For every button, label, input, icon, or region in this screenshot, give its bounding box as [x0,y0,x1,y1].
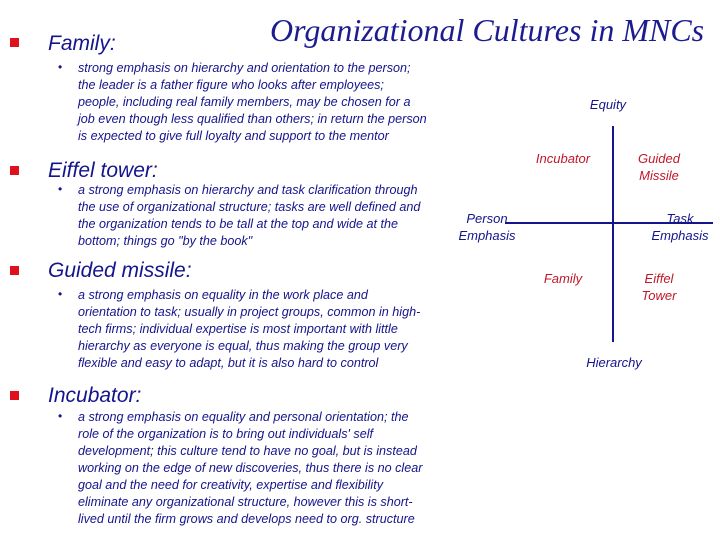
section-heading-family: Family: [48,32,116,55]
text-line: tech firms; individual expertise is most important with little [78,322,398,336]
text-line: Guided [638,151,680,166]
text-line: bottom; things go "by the book" [78,234,253,248]
text-line: the organization tends to be tall at the top and wide at the [78,217,398,231]
text-line: orientation to task; usually in project groups, common in high- [78,305,421,319]
text-line: job even though less qualified than others; in return the person [78,112,427,126]
text-line: Task [666,211,694,226]
bullet-dot-icon: • [58,182,63,196]
text-line: the use of organizational structure; tasks are well defined and [78,200,421,214]
section-body-eiffel [78,182,420,250]
text-line: goal and the need for creativity, expertise and flexibility [78,478,383,492]
bullet-square-icon [10,38,19,47]
text-line: Eiffel [644,271,674,286]
section-body-guided-missile [78,287,420,372]
text-line: Family [543,271,583,286]
text-line: working on the edge of new discoveries, thus there is no clear [78,461,423,475]
text-line: is expected to give full loyalty and support to the mentor [78,129,389,143]
text-line: people, including real family members, may be chosen for a [78,95,411,109]
text-line: a strong emphasis on hierarchy and task clarification through [78,183,418,197]
text-line: flexible and easy to adapt, but it is also hard to control [78,356,379,370]
bullet-square-icon [10,166,19,175]
text-line: lived until the firm grows and develops need to org. structure [78,512,415,526]
quadrant-eiffel-tower [624,270,694,304]
bullet-square-icon [10,266,19,275]
axis-label-right [645,210,715,244]
section-body-family [78,60,427,145]
slide-title: Organizational Cultures in MNCs [270,12,705,48]
text-line: Person [466,211,508,226]
text-line: Missile [639,168,679,183]
text-line: role of the organization is to bring out individuals' self [78,427,374,441]
text-line: hierarchy as everyone is equal, thus making the group very [78,339,408,353]
bullet-dot-icon: • [58,287,63,301]
quadrant-family [528,270,598,287]
bullet-dot-icon: • [58,409,63,423]
quadrant-incubator [528,150,598,167]
section-body-incubator [78,409,422,528]
section-heading-guided-missile: Guided missile: [48,259,192,282]
text-line: development; this culture tend to have no goal, but is instead [78,444,417,458]
vertical-axis [612,126,614,342]
text-line: Emphasis [651,228,709,243]
text-line: a strong emphasis on equality in the work place and [78,288,368,302]
quadrant-guided-missile [624,150,694,184]
text-line: Tower [641,288,677,303]
text-line: the leader is a father figure who looks after employees; [78,78,384,92]
text-line: Emphasis [458,228,516,243]
axis-label-left [452,210,522,244]
section-heading-incubator: Incubator: [48,384,142,407]
text-line: Incubator [535,151,591,166]
bullet-dot-icon: • [58,60,63,74]
section-heading-eiffel: Eiffel tower: [48,159,158,182]
axis-label-top: Equity [589,97,627,112]
axis-label-bottom: Hierarchy [586,355,642,370]
text-line: eliminate any organizational structure, however this is short- [78,495,413,509]
text-line: strong emphasis on hierarchy and orientation to the person; [78,61,411,75]
bullet-square-icon [10,391,19,400]
text-line: a strong emphasis on equality and personal orientation; the [78,410,409,424]
